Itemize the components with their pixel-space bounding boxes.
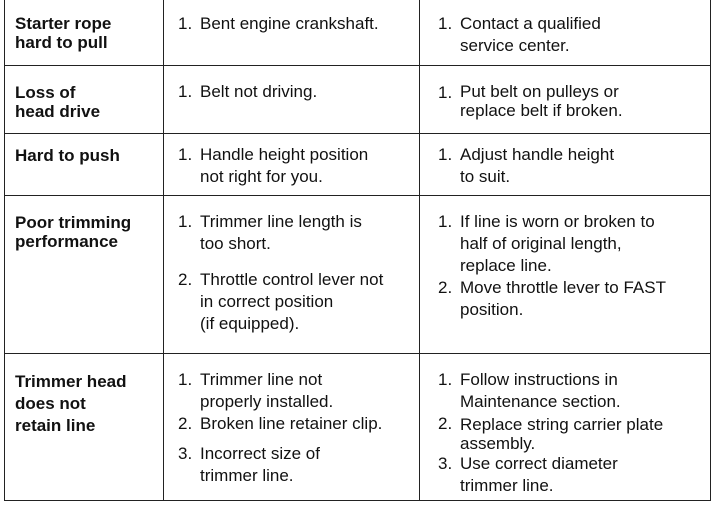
item-text: Throttle control lever not in correct position (if equipped). <box>200 270 384 333</box>
problem-label: Loss of head drive <box>15 83 101 121</box>
item-number: 1. <box>438 212 453 231</box>
cause-cell <box>164 0 420 66</box>
item-text: If line is worn or broken to half of original length, replace line. <box>460 212 655 275</box>
remedy-cell <box>420 0 711 66</box>
remedy-item <box>438 413 704 453</box>
cause-item <box>178 211 413 255</box>
remedy-cell <box>420 196 711 354</box>
remedy-item <box>438 82 704 120</box>
item-number: 1. <box>178 212 193 231</box>
item-text: Handle height position not right for you. <box>200 145 369 186</box>
remedy-item <box>438 277 704 321</box>
cause-item <box>178 413 413 435</box>
item-number: 1. <box>438 370 453 389</box>
item-text: Adjust handle height to suit. <box>460 145 615 186</box>
item-number: 2. <box>178 414 193 433</box>
problem-label: Starter rope hard to pull <box>15 14 112 52</box>
troubleshooting-table <box>4 0 711 501</box>
item-text: Incorrect size of trimmer line. <box>200 444 320 485</box>
remedy-item <box>438 144 704 188</box>
cause-cell <box>164 196 420 354</box>
cause-item <box>178 13 413 35</box>
problem-cell <box>5 196 164 354</box>
item-number: 3. <box>178 444 193 463</box>
item-number: 1. <box>438 14 453 33</box>
problem-label: Hard to push <box>15 146 120 165</box>
table-row <box>5 0 711 66</box>
item-number: 1. <box>178 14 193 33</box>
cause-item <box>178 269 413 335</box>
remedy-item <box>438 13 704 57</box>
problem-cell <box>5 134 164 196</box>
item-text: Trimmer line length is too short. <box>200 212 362 253</box>
item-number: 1. <box>178 145 193 164</box>
problem-cell <box>5 354 164 501</box>
problem-label: Trimmer head does not retain line <box>15 372 127 435</box>
item-number: 2. <box>178 270 193 289</box>
item-text: Use correct diameter trimmer line. <box>460 454 618 495</box>
item-text: Broken line retainer clip. <box>200 414 383 433</box>
item-text: Bent engine crankshaft. <box>200 14 379 33</box>
item-text: Belt not driving. <box>200 82 318 101</box>
cause-cell <box>164 66 420 134</box>
remedy-item <box>438 211 704 277</box>
problem-cell <box>5 0 164 66</box>
cause-item <box>178 369 413 413</box>
item-number: 1. <box>178 82 193 101</box>
remedy-item <box>438 453 704 497</box>
cause-item <box>178 144 413 188</box>
cause-item <box>178 443 413 487</box>
table-row <box>5 354 711 501</box>
problem-cell <box>5 66 164 134</box>
item-number: 3. <box>438 454 453 473</box>
remedy-cell <box>420 134 711 196</box>
item-text: Put belt on pulleys or replace belt if broken. <box>460 82 623 120</box>
item-number: 1. <box>438 83 453 102</box>
remedy-cell <box>420 66 711 134</box>
table-row <box>5 134 711 196</box>
item-number: 1. <box>438 145 453 164</box>
problem-label: Poor trimming performance <box>15 213 132 251</box>
table-row <box>5 196 711 354</box>
item-number: 2. <box>438 414 453 433</box>
table-row <box>5 66 711 134</box>
item-text: Replace string carrier plate assembly. <box>460 415 664 453</box>
cause-cell <box>164 354 420 501</box>
remedy-cell <box>420 354 711 501</box>
cause-item <box>178 81 413 103</box>
item-text: Contact a qualified service center. <box>460 14 601 55</box>
item-number: 2. <box>438 278 453 297</box>
item-text: Follow instructions in Maintenance section. <box>460 370 621 411</box>
item-number: 1. <box>178 370 193 389</box>
item-text: Move throttle lever to FAST position. <box>460 278 666 319</box>
item-text: Trimmer line not properly installed. <box>200 370 334 411</box>
remedy-item <box>438 369 704 413</box>
cause-cell <box>164 134 420 196</box>
